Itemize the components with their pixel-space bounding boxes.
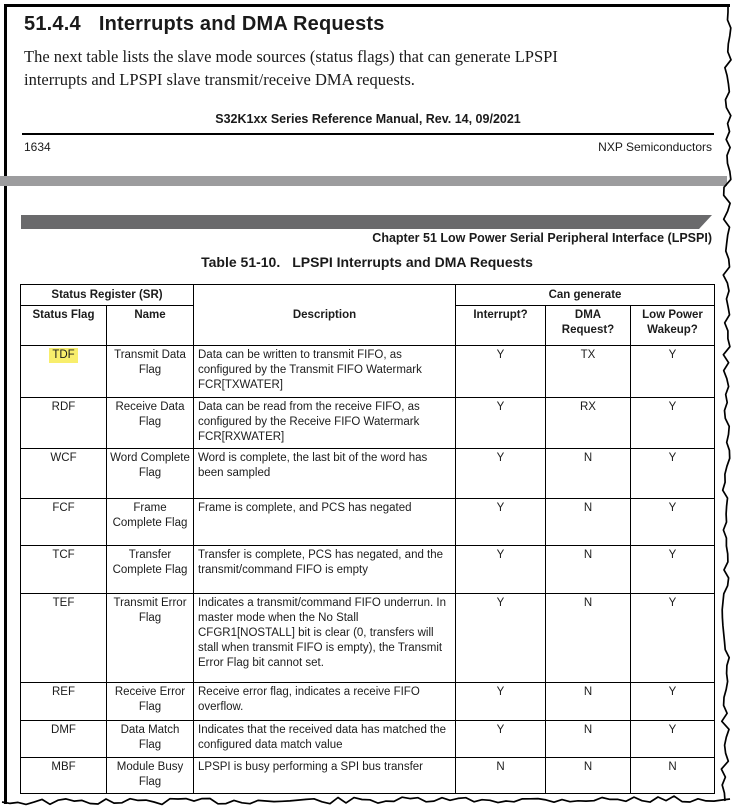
section-title: Interrupts and DMA Requests [98,13,385,35]
page-number: 1634 [24,140,51,154]
table-row-mbf [21,758,715,794]
dma-request-cell: RX [546,398,631,449]
description-cell: Receive error flag, indicates a receive FIFO overflow. [194,683,456,721]
interrupt-cell: Y [456,546,546,594]
description-cell: LPSPI is busy performing a SPI bus transfer [194,758,456,794]
low-power-wakeup-cell: Y [631,594,715,683]
status-flag-value: WCF [50,452,77,464]
table-row-wcf [21,449,715,499]
column-header-interrupt: Interrupt? [456,306,546,346]
interrupt-cell: Y [456,499,546,546]
low-power-wakeup-cell: Y [631,346,715,398]
flag-name-cell: Receive Error Flag [107,683,194,721]
description-cell: Indicates that the received data has matched the configured data match value [194,721,456,758]
table-row-dmf [21,721,715,758]
group-header-status-register: Status Register (SR) [21,285,194,306]
status-flag-value: REF [52,686,75,698]
status-flag-cell [21,683,107,721]
status-flag-cell [21,346,107,398]
low-power-wakeup-cell: Y [631,499,715,546]
table-row-tdf [21,346,715,398]
status-flag-cell [21,398,107,449]
interrupt-cell: Y [456,449,546,499]
column-header-description: Description [194,285,456,346]
flag-name-cell: Transfer Complete Flag [107,546,194,594]
page-break-bar [0,176,727,186]
interrupt-cell: Y [456,594,546,683]
flag-name-cell: Word Complete Flag [107,449,194,499]
status-flag-cell [21,594,107,683]
description-cell: Data can be read from the receive FIFO, as configured by the Receive FIFO Watermark FCR[RXWATER] [194,398,456,449]
low-power-wakeup-cell: Y [631,721,715,758]
flag-name-cell: Data Match Flag [107,721,194,758]
dma-request-cell: N [546,594,631,683]
interrupt-cell: N [456,758,546,794]
table-caption-label: Table 51-10. [201,254,281,270]
torn-edge-right [721,4,731,801]
interrupts-dma-table [20,284,714,794]
column-header-name: Name [107,306,194,346]
section-number: 51.4.4 [24,13,81,35]
low-power-wakeup-cell: Y [631,449,715,499]
description-cell: Transfer is complete, PCS has negated, and the transmit/command FIFO is empty [194,546,456,594]
interrupt-cell: Y [456,398,546,449]
low-power-wakeup-cell: Y [631,398,715,449]
status-flag-cell [21,721,107,758]
status-flag-cell [21,546,107,594]
column-header-status-flag: Status Flag [21,306,107,346]
torn-edge-bottom [2,796,730,804]
footer-rule [22,133,714,135]
table-row-fcf [21,499,715,546]
flag-name-cell: Frame Complete Flag [107,499,194,546]
status-flag-value: TDF [49,348,77,363]
table-caption-title: LPSPI Interrupts and DMA Requests [292,254,533,270]
status-flag-value: FCF [52,502,75,514]
table-group-header-row [21,285,715,306]
interrupt-cell: Y [456,346,546,398]
page-footer [24,140,712,154]
description-cell: Data can be written to transmit FIFO, as configured by the Transmit FIFO Watermark FCR[TXWATER] [194,346,456,398]
status-flag-value: RDF [51,401,76,413]
table-row-ref [21,683,715,721]
status-flag-value: TEF [52,597,75,609]
status-flag-value: TCF [52,549,75,561]
low-power-wakeup-cell: Y [631,683,715,721]
intro-line: The next table lists the slave mode sources (status flags) that can generate LPSPI [24,47,558,66]
status-flag-cell [21,499,107,546]
flag-name-cell: Module Busy Flag [107,758,194,794]
manual-title: S32K1xx Series Reference Manual, Rev. 14, 09/2021 [215,112,521,126]
status-flag-cell [21,449,107,499]
flag-name-cell: Transmit Data Flag [107,346,194,398]
dma-request-cell: N [546,758,631,794]
dma-request-cell: N [546,546,631,594]
dma-request-cell: TX [546,346,631,398]
column-header-low-power-wakeup: Low Power Wakeup? [631,306,715,346]
table-row-tef [21,594,715,683]
group-header-can-generate: Can generate [456,285,715,306]
dma-request-cell: N [546,449,631,499]
table-row-rdf [21,398,715,449]
status-flag-cell [21,758,107,794]
column-header-dma-request: DMA Request? [546,306,631,346]
status-flag-value: DMF [51,724,76,736]
description-cell: Frame is complete, and PCS has negated [194,499,456,546]
intro-line: interrupts and LPSPI slave transmit/receive DMA requests. [24,69,415,89]
table-caption [20,254,714,270]
dma-request-cell: N [546,683,631,721]
section-heading [24,13,385,36]
status-flag-value: MBF [51,761,76,773]
description-cell: Word is complete, the last bit of the word has been sampled [194,449,456,499]
flag-name-cell: Transmit Error Flag [107,594,194,683]
description-cell: Indicates a transmit/command FIFO underrun. In master mode when the No Stall CFGR1[NOSTALL] bit is clear (0, transfers will stall when transmit FIFO is empty), the Transmit Error Flag bit cannot set. [194,594,456,683]
intro-paragraph [24,46,684,91]
dma-request-cell: N [546,499,631,546]
interrupt-cell: Y [456,683,546,721]
table-row-tcf [21,546,715,594]
content-divider-bar [21,215,712,229]
chapter-header: Chapter 51 Low Power Serial Peripheral Interface (LPSPI) [372,231,712,245]
interrupt-cell: Y [456,721,546,758]
low-power-wakeup-cell: N [631,758,715,794]
flag-name-cell: Receive Data Flag [107,398,194,449]
publisher-name: NXP Semiconductors [598,140,712,154]
low-power-wakeup-cell: Y [631,546,715,594]
dma-request-cell: N [546,721,631,758]
